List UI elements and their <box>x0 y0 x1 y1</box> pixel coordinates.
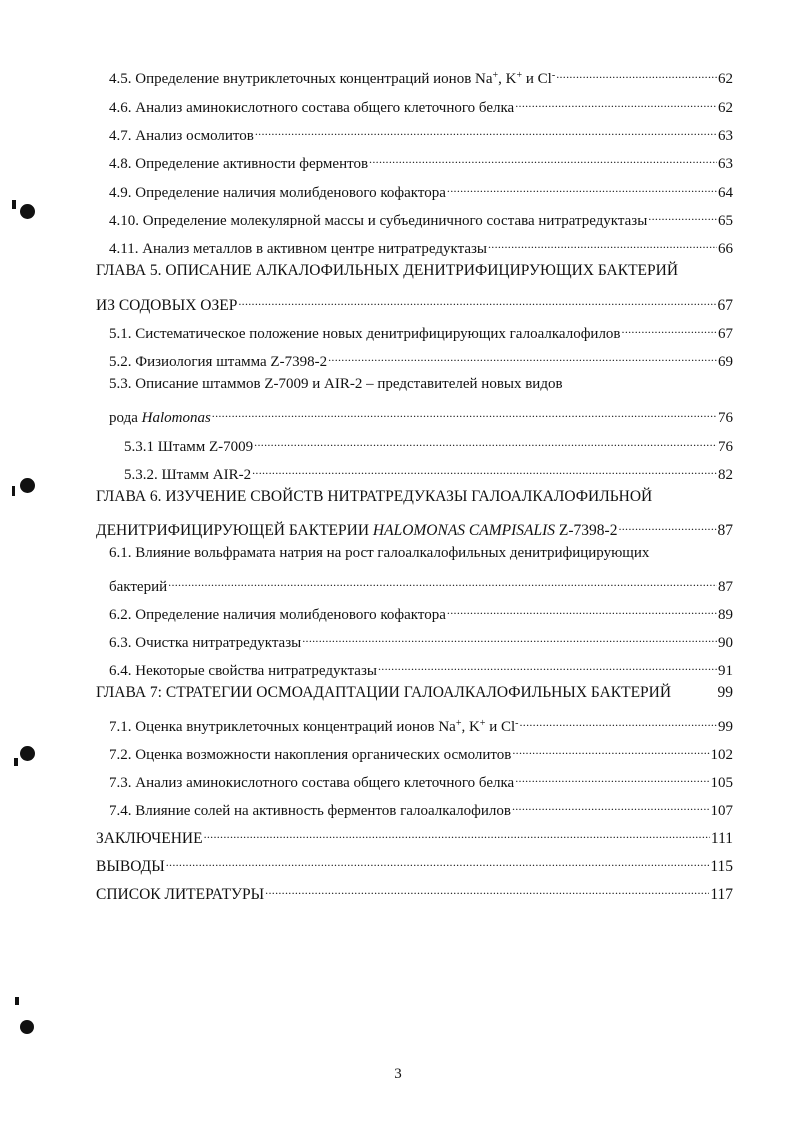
page-ref: 66 <box>718 241 733 257</box>
page-ref: 64 <box>718 185 733 201</box>
scan-artifact <box>14 758 18 766</box>
page-ref: 62 <box>718 71 733 87</box>
page-ref: 117 <box>710 886 733 903</box>
toc-entry: 6.3. Очистка нитратредуктазы ..... 90 <box>109 627 733 647</box>
dot-leader <box>519 711 717 731</box>
toc-entry: 4.5. Определение внутриклеточных концентраций ионов Na+, K+ и Cl- ..... 62 <box>109 63 733 83</box>
punch-hole-mark <box>20 478 35 493</box>
dot-leader <box>512 739 709 759</box>
page-ref: 102 <box>710 747 733 763</box>
dot-leader <box>302 627 717 647</box>
dot-leader <box>512 795 710 815</box>
page-ref: 105 <box>710 775 733 791</box>
toc-entry: 4.10. Определение молекулярной массы и субъединичного состава нитратредуктазы ..... 65 <box>109 205 733 225</box>
dot-leader <box>447 599 717 619</box>
toc-entry: 4.7. Анализ осмолитов ..... 63 <box>109 120 733 140</box>
scan-artifact <box>15 997 19 1005</box>
toc-entry: 5.1. Систематическое положение новых денитрифицирующих галоалкалофилов ..... 67 <box>109 318 733 338</box>
dot-leader <box>369 148 717 168</box>
toc-entry: 5.3.1 Штамм Z-7009 ..... 76 <box>124 431 733 451</box>
dot-leader <box>204 823 710 843</box>
page-ref: 87 <box>717 522 733 539</box>
dot-leader <box>168 571 717 591</box>
dot-leader <box>622 318 717 338</box>
page-ref: 82 <box>718 467 733 483</box>
toc-entry: 7.2. Оценка возможности накопления органических осмолитов ..... 102 <box>109 739 733 759</box>
dot-leader <box>556 63 717 83</box>
page-ref: 63 <box>718 156 733 172</box>
dot-leader <box>255 120 717 140</box>
toc-entry: 4.9. Определение наличия молибденового кофактора ..... 64 <box>109 177 733 197</box>
dot-leader <box>515 92 717 112</box>
page-ref: 90 <box>718 635 733 651</box>
dot-leader <box>447 177 717 197</box>
toc-entry: ВЫВОДЫ ..... 115 <box>96 851 733 871</box>
toc-entry: СПИСОК ЛИТЕРАТУРЫ ..... 117 <box>96 879 733 899</box>
dot-leader <box>265 879 709 899</box>
toc-entry: 7.4. Влияние солей на активность ферментов галоалкалофилов ..... 107 <box>109 795 733 815</box>
page-ref: 67 <box>718 326 733 342</box>
toc-entry: рода Halomonas ..... 76 <box>109 402 733 422</box>
page-ref: 89 <box>718 607 733 623</box>
page-ref: 115 <box>710 858 733 875</box>
page-ref: 87 <box>718 579 733 595</box>
dot-leader <box>488 233 717 253</box>
scan-artifact <box>12 486 15 496</box>
toc-chapter-heading: ГЛАВА 5. ОПИСАНИЕ АЛКАЛОФИЛЬНЫХ ДЕНИТРИФИЦИРУЮЩИХ БАКТЕРИЙ <box>96 262 679 279</box>
page-ref: 67 <box>717 297 733 314</box>
page-ref: 63 <box>718 128 733 144</box>
page-ref: 99 <box>718 719 733 735</box>
dot-leader <box>515 767 709 787</box>
toc-entry-continued: 6.1. Влияние вольфрамата натрия на рост галоалкалофильных денитрифицирующих <box>109 545 650 561</box>
toc-entry-continued: 5.3. Описание штаммов Z-7009 и AIR-2 – представителей новых видов <box>109 376 563 392</box>
toc-chapter-heading: ГЛАВА 6. ИЗУЧЕНИЕ СВОЙСТВ НИТРАТРЕДУКАЗЫ ГАЛОАЛКАЛОФИЛЬНОЙ <box>96 488 653 505</box>
page-ref: 76 <box>718 439 733 455</box>
toc-entry: ГЛАВА 7: СТРАТЕГИИ ОСМОАДАПТАЦИИ ГАЛОАЛКАЛОФИЛЬНЫХ БАКТЕРИЙ 99 <box>96 684 733 701</box>
page-ref: 62 <box>718 100 733 116</box>
punch-hole-mark <box>20 204 35 219</box>
dot-leader <box>166 851 710 871</box>
dot-leader <box>618 515 716 535</box>
toc-entry: 6.2. Определение наличия молибденового кофактора ..... 89 <box>109 599 733 619</box>
dot-leader <box>212 402 717 422</box>
punch-hole-mark <box>20 1020 34 1034</box>
dot-leader <box>254 431 717 451</box>
scan-artifact <box>12 200 16 209</box>
toc-entry: ДЕНИТРИФИЦИРУЮЩЕЙ БАКТЕРИИ HALOMONAS CAMPISALIS Z-7398-2 ..... 87 <box>96 515 733 535</box>
dot-leader <box>378 655 717 675</box>
dot-leader <box>328 346 717 366</box>
page-ref: 65 <box>718 213 733 229</box>
page-ref: 107 <box>710 803 733 819</box>
toc-entry: 7.3. Анализ аминокислотного состава общего клеточного белка ..... 105 <box>109 767 733 787</box>
page-ref: 91 <box>718 663 733 679</box>
punch-hole-mark <box>20 746 35 761</box>
toc-entry: 7.1. Оценка внутриклеточных концентраций ионов Na+, K+ и Cl- ..... 99 <box>109 711 733 731</box>
dot-leader <box>252 459 717 479</box>
toc-entry: 5.2. Физиология штамма Z-7398-2 ..... 69 <box>109 346 733 366</box>
dot-leader <box>648 205 717 225</box>
toc-entry: 4.6. Анализ аминокислотного состава общего клеточного белка ..... 62 <box>109 92 733 112</box>
toc-entry: 4.11. Анализ металлов в активном центре нитратредуктазы ..... 66 <box>109 233 733 253</box>
page-number: 3 <box>394 1066 402 1082</box>
toc-entry: ЗАКЛЮЧЕНИЕ ..... 111 <box>96 823 733 843</box>
toc-entry: ИЗ СОДОВЫХ ОЗЕР ..... 67 <box>96 290 733 310</box>
page-ref: 69 <box>718 354 733 370</box>
toc-entry: бактерий ..... 87 <box>109 571 733 591</box>
toc-entry: 5.3.2. Штамм AIR-2 ..... 82 <box>124 459 733 479</box>
page-ref: 99 <box>717 684 733 701</box>
page-ref: 76 <box>718 410 733 426</box>
dot-leader <box>238 290 716 310</box>
toc-entry: 6.4. Некоторые свойства нитратредуктазы ..... 91 <box>109 655 733 675</box>
page-ref: 111 <box>710 830 733 847</box>
toc-entry: 4.8. Определение активности ферментов ..... 63 <box>109 148 733 168</box>
